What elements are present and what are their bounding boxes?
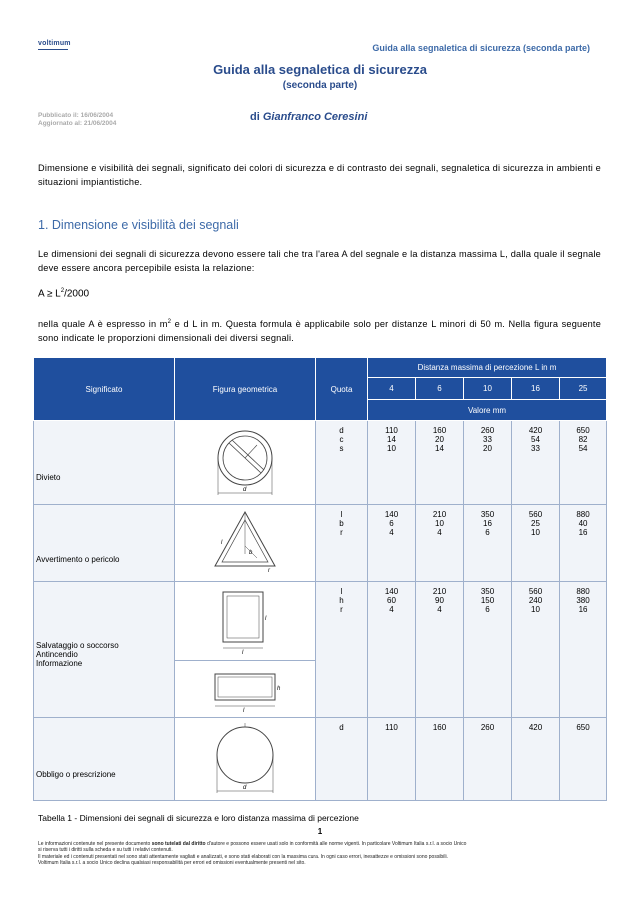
footer-line-1: Le informazioni contenute nel presente documento sono tutelati dal diritto d'autore e possono essere usati solo in conformità alle norme vigenti. In particolare Voltimum Italia s.r.l. a socio Unico [38,841,467,847]
cell-value: 110 14 10 [368,421,416,505]
cell-value: 650 [560,718,607,801]
footer-line-4: Voltimum Italia s.r.l. a socio Unico declina qualsiasi responsabilità per errori ed omissioni eventualmente presenti nel sito. [38,860,306,866]
square-rescue-figure [175,582,316,661]
cell-value: 420 54 33 [512,421,560,505]
row-label: Obbligo o prescrizione [34,718,175,801]
cell-value: 880 40 16 [560,505,607,582]
running-title: Guida alla segnaletica di sicurezza (seconda parte) [372,43,590,53]
circle-mandatory-figure [175,718,316,801]
author-name: Gianfranco Ceresini [262,111,368,123]
cell-value: 420 [512,718,560,801]
table-row [34,718,607,801]
cell-value: 210 10 4 [416,505,464,582]
paragraph-1: Le dimensioni dei segnali di sicurezza devono essere tali che tra l'area A del segnale e la distanza massima L, dalla quale il segnale deve essere ancora percepibile esista la relazione: [38,249,601,273]
section-heading: 1. Dimensione e visibilità dei segnali [38,218,239,232]
para2-exponent: 2 [167,319,172,325]
page-title: Guida alla segnaletica di sicurezza [213,62,427,77]
cell-value: 260 33 20 [464,421,512,505]
formula [38,288,89,299]
cell-value: 560 240 10 [512,582,560,718]
table-caption: Tabella 1 - Dimensioni dei segnali di sicurezza e loro distanza massima di percezione [38,813,359,823]
header-quota: Quota [316,358,368,421]
svg-text:l: l [243,708,245,714]
author-prefix: di [250,111,260,123]
svg-text:l: l [221,540,223,546]
cell-value: 260 [464,718,512,801]
formula-lhs: A ≥ L [38,288,61,300]
cell-value: 350 16 6 [464,505,512,582]
row-quota: d [316,718,368,801]
formula-rhs: /2000 [64,288,90,300]
cell-value: 140 60 4 [368,582,416,718]
published-date: Pubblicato il: 16/06/2004 [38,112,114,119]
distance-16: 16 [512,378,560,400]
cell-value: 160 [416,718,464,801]
logo-underline [38,49,68,50]
cell-value: 140 6 4 [368,505,416,582]
distance-25: 25 [560,378,607,400]
header-valore: Valore mm [368,400,607,421]
dimensions-table [33,357,607,801]
svg-text:d: d [243,486,247,493]
rectangle-information-figure [175,661,316,718]
distance-10: 10 [464,378,512,400]
distance-4: 4 [368,378,416,400]
cell-value: 880 380 16 [560,582,607,718]
formula-exponent: 2 [60,288,65,294]
row-label: Avvertimento o pericolo [34,505,175,582]
svg-text:l: l [265,616,267,622]
para2-part-a: nella quale A è espresso in m [38,319,168,330]
footer-line-3: Il materiale ed i contenuti presentati nel sono stati attentamente vagliati e analizzati, e sono stati elaborati con la massima cura. In ogni caso errori, inesattezze e omissioni sono possibili. [38,854,448,860]
header-figura: Figura geometrica [175,358,316,421]
author [250,111,367,123]
cell-value: 560 25 10 [512,505,560,582]
para2-part-b: e d L in m. Questa formula è applicabile solo per distanze L minori di 50 m. Nella figura seguente sono indicate le proporzioni dimensionali dei diversi segnali. [38,319,601,344]
distance-6: 6 [416,378,464,400]
cell-value: 110 [368,718,416,801]
row-label: Salvataggio o soccorso Antincendio Informazione [34,582,175,718]
page-number: 1 [317,827,323,836]
svg-text:r: r [268,568,270,574]
cell-value: 650 82 54 [560,421,607,505]
footer-line-2: si riserva tutti i diritti sulla scheda e su tutti i relativi contenuti. [38,847,173,853]
svg-text:l: l [242,650,244,656]
table-row [34,582,607,661]
row-quota: l b r [316,505,368,582]
intro-paragraph: Dimensione e visibilità dei segnali, significato dei colori di sicurezza e di contrasto dei segnali, segnaletica di sicurezza in ambienti e situazioni impiantistiche. [38,163,601,187]
circle-prohibition-figure [175,421,316,505]
cell-value: 210 90 4 [416,582,464,718]
cell-value: 160 20 14 [416,421,464,505]
paragraph-2 [38,315,601,345]
row-label: Divieto [34,421,175,505]
svg-text:d: d [243,785,247,791]
cell-value: 350 150 6 [464,582,512,718]
page-subtitle: (seconda parte) [282,80,358,91]
voltimum-logo[interactable]: voltimum [38,40,71,47]
updated-date: Aggiornato al: 21/06/2004 [38,120,117,127]
header-distanza: Distanza massima di percezione L in m [368,358,607,378]
header-significato: Significato [34,358,175,421]
row-quota: l h r [316,582,368,718]
triangle-warning-figure [175,505,316,582]
svg-text:b: b [249,550,253,556]
table-row [34,421,607,505]
table-row [34,505,607,582]
row-quota: d c s [316,421,368,505]
svg-text:h: h [277,686,281,692]
